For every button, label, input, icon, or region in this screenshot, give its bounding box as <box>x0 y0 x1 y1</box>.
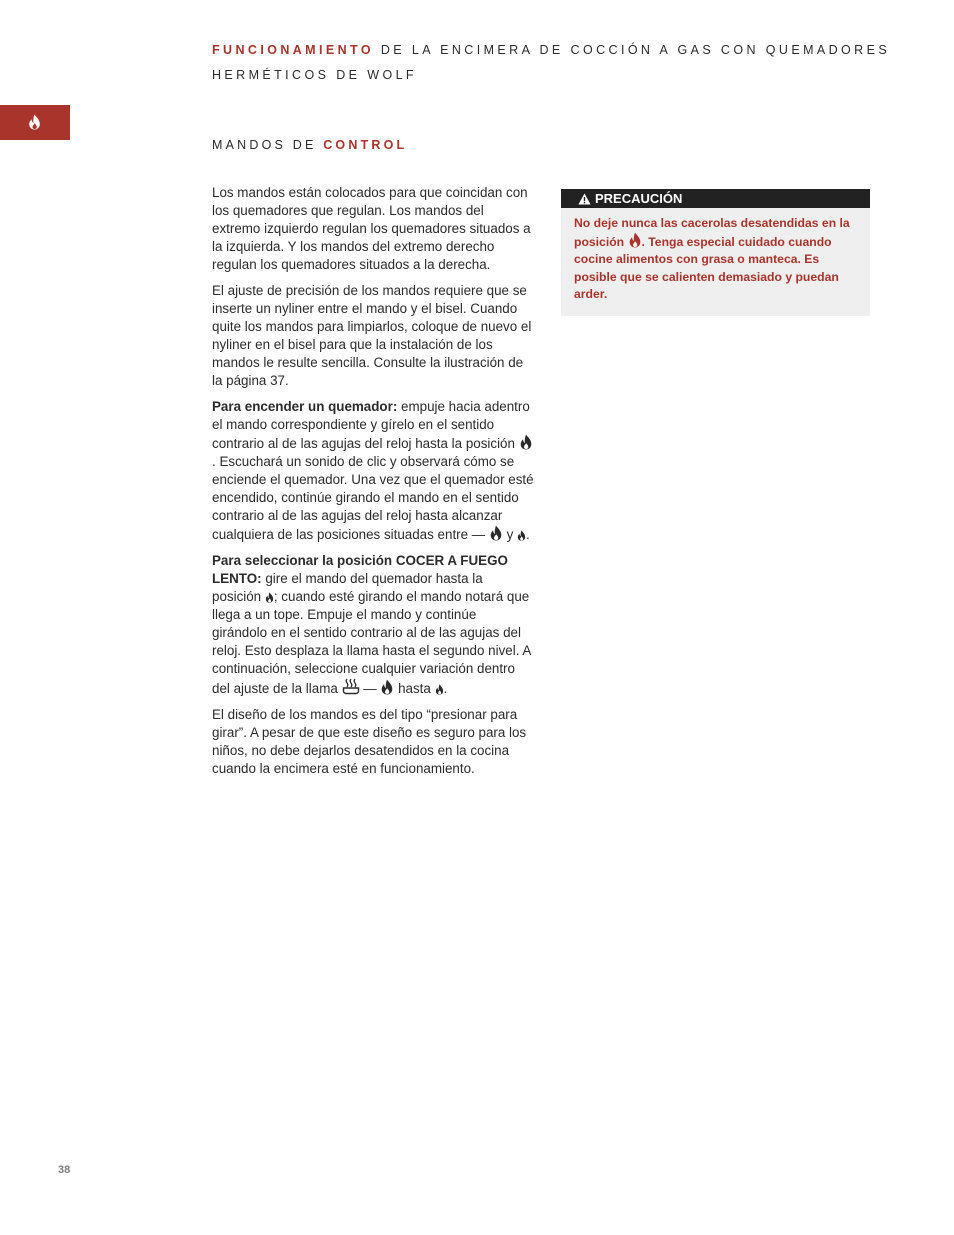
caution-text-1: No deje nunca las cacerolas desatendidas en la posición <box>574 216 850 250</box>
caution-title: PRECAUCIÓN <box>595 191 683 206</box>
header-line-1 <box>212 38 892 63</box>
simmer-text-1: gire el mando del quemador hasta la posición <box>212 571 483 604</box>
section-title-prefix: MANDOS DE <box>212 138 324 152</box>
paragraph-simmer <box>212 552 534 698</box>
light-burner-text-3: y <box>502 527 518 542</box>
simmer-text-3: — <box>359 681 381 696</box>
page-number: 38 <box>58 1164 71 1176</box>
high-flame-icon <box>380 679 394 695</box>
section-title-accent: CONTROL <box>323 138 408 152</box>
caution-header <box>561 189 870 208</box>
simmer-heading: Para seleccionar la posición COCER A FUEGO LENTO: <box>212 553 508 586</box>
high-flame-icon <box>489 525 503 541</box>
simmer-pot-icon <box>342 678 360 695</box>
header-accent: FUNCIONAMIENTO <box>212 43 374 57</box>
simmer-text-4: hasta <box>394 681 435 696</box>
simmer-text-5: . <box>443 681 448 696</box>
header-line-2: HERMÉTICOS DE WOLF <box>212 68 417 82</box>
low-flame-icon <box>435 684 444 695</box>
caution-box <box>561 189 870 316</box>
low-flame-icon <box>265 592 274 603</box>
low-flame-icon <box>517 530 526 541</box>
high-flame-icon <box>519 434 533 450</box>
light-burner-text-2: . Escuchará un sonido de clic y observará cómo se enciende el quemador. Una vez que el quemador esté encendido, continúe girando el mando en el sentido contrario al de las agujas del reloj hasta alcanzar cualquiera de las posiciones situadas entre — <box>212 454 534 542</box>
light-burner-heading: Para encender un quemador: <box>212 399 398 414</box>
section-side-tab <box>0 105 70 140</box>
header-rest: DE LA ENCIMERA DE COCCIÓN A GAS CON QUEMADORES <box>373 43 891 57</box>
paragraph-push-to-turn: El diseño de los mandos es del tipo “presionar para girar”. A pesar de que este diseño es seguro para los niños, no debe dejarlos desatendidos en la cocina cuando la encimera esté en funcionamiento. <box>212 707 527 776</box>
high-flame-icon <box>628 232 642 248</box>
paragraph-intro: Los mandos están colocados para que coincidan con los quemadores que regulan. Los mandos del extremo izquierdo regulan los quemadores situados a la izquierda. Y los mandos del extremo derecho regulan los quemadores situados a la derecha. <box>212 185 531 272</box>
paragraph-light-burner <box>212 398 534 544</box>
flame-icon <box>28 114 41 130</box>
light-burner-text-1: empuje hacia adentro el mando correspondiente y gírelo en el sentido contrario al de las agujas del reloj hasta la posición <box>212 399 530 451</box>
paragraph-nyliner: El ajuste de precisión de los mandos requiere que se inserte un nyliner entre el mando y el bisel. Cuando quite los mandos para limpiarlos, coloque de nuevo el nyliner en el bisel para que la instalación de los mandos le resulte sencilla. Consulte la ilustración de la página 37. <box>212 283 532 388</box>
section-title <box>212 138 407 152</box>
light-burner-text-4: . <box>526 527 530 542</box>
page-header <box>212 38 892 88</box>
warning-icon <box>578 193 591 205</box>
caution-text <box>561 208 870 303</box>
main-text-column <box>212 184 534 786</box>
simmer-text-2: ; cuando esté girando el mando notará que llega a un tope. Empuje el mando y continúe girándolo en el sentido contrario al de las agujas del reloj. Esto desplaza la llama hasta el segundo nivel. A continuación, seleccione cualquier variación dentro del ajuste de la llama <box>212 589 531 696</box>
caution-text-2: . Tenga especial cuidado cuando cocine alimentos con grasa o manteca. Es posible que se calienten demasiado y puedan arder. <box>574 235 839 301</box>
